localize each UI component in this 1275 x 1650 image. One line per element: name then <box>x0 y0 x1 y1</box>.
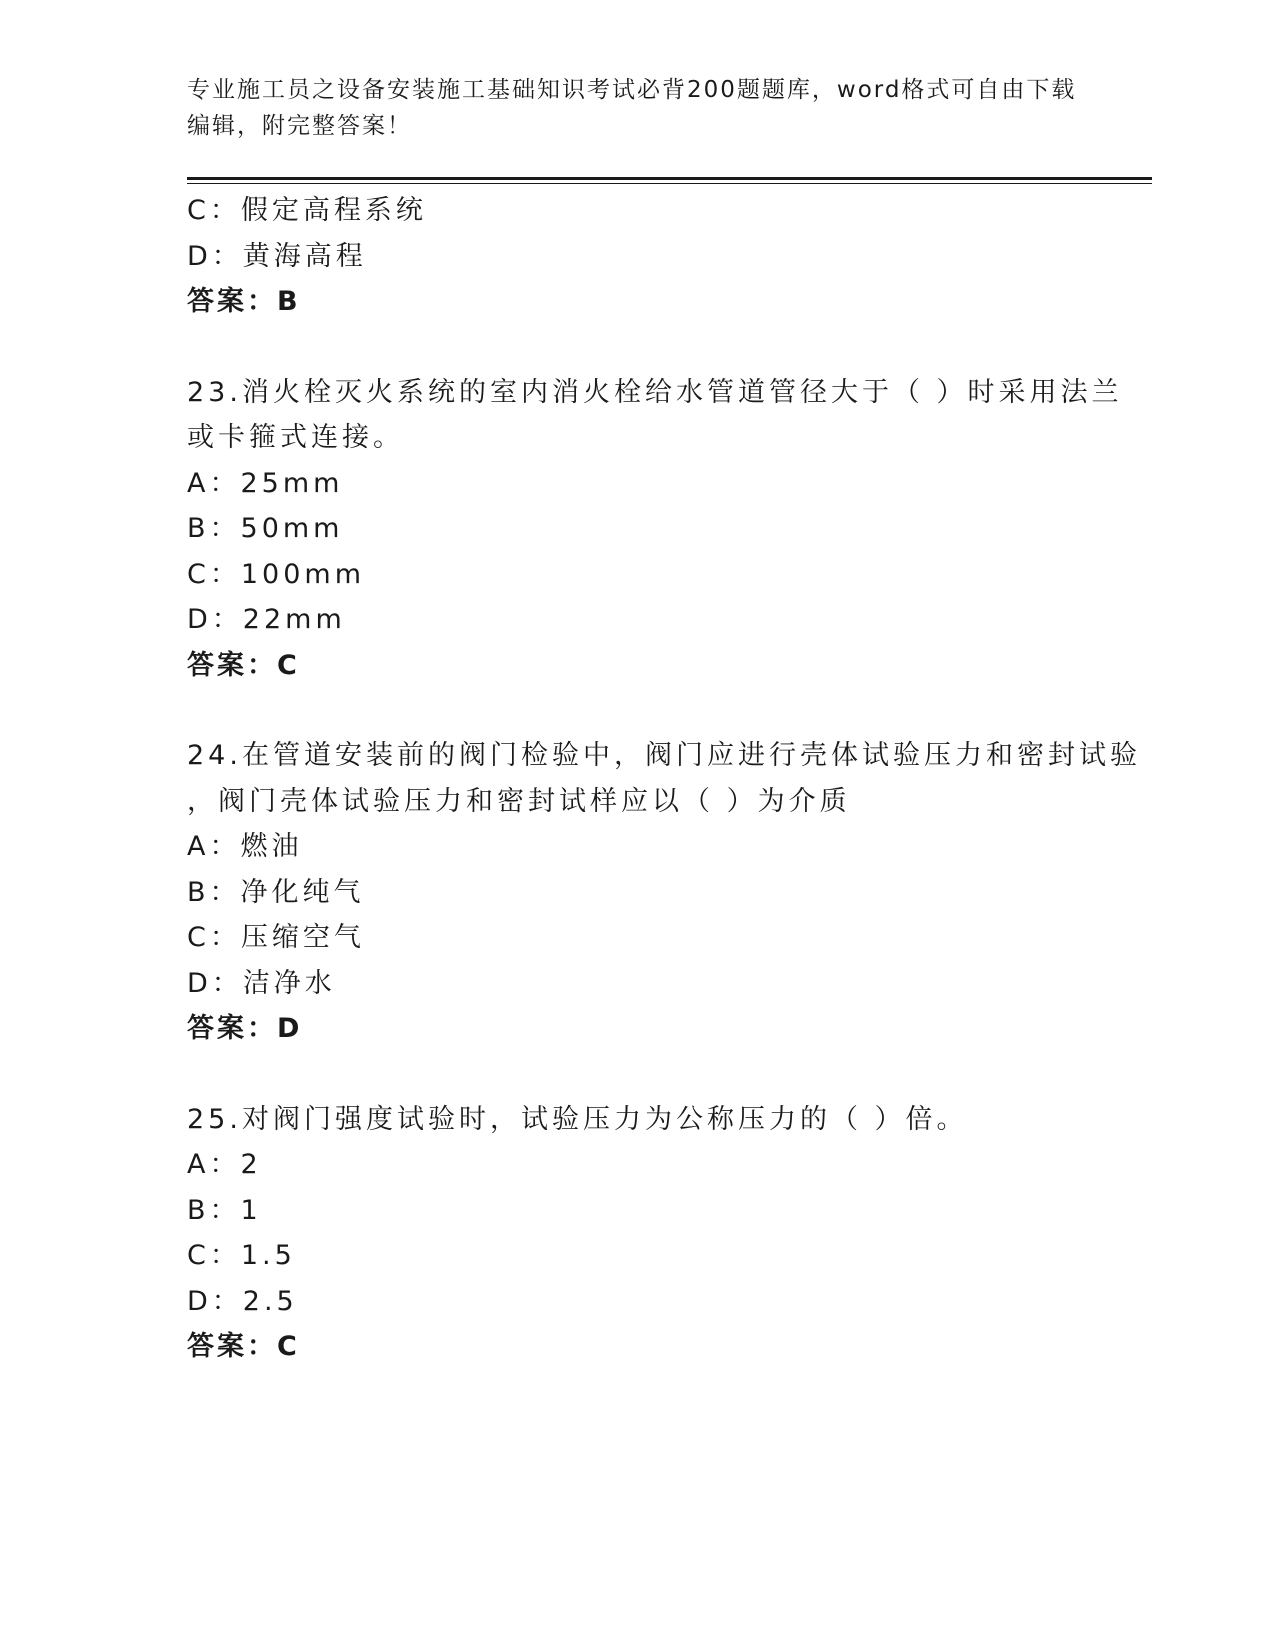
spacer <box>187 1052 1087 1097</box>
option-b: B：净化纯气 <box>187 876 365 908</box>
option-a: A：2 <box>187 1149 262 1180</box>
option-c: C：100mm <box>187 558 365 590</box>
option-b: B：50mm <box>187 513 344 544</box>
option-c: C：1.5 <box>187 1240 296 1271</box>
option-d: D：黄海高程 <box>187 240 367 272</box>
option-a: A：25mm <box>187 467 344 499</box>
option-d: D：22mm <box>187 604 346 635</box>
option-d: D：洁净水 <box>187 967 336 999</box>
header-rule-thin <box>187 183 1152 184</box>
header-line-2: 编辑，附完整答案！ <box>187 113 412 139</box>
question-stem-continued: 或卡箍式连接。 <box>187 422 404 453</box>
header-line-1: 专业施工员之设备安装施工基础知识考试必背200题题库，word格式可自由下载 <box>187 77 1077 103</box>
spacer <box>187 688 1087 733</box>
option-c: C：压缩空气 <box>187 922 365 953</box>
option-c: C：假定高程系统 <box>187 195 427 226</box>
previous-question-tail <box>187 188 1087 325</box>
answer: 答案：C <box>187 649 300 681</box>
option-b: B：1 <box>187 1194 262 1226</box>
option-a: A：燃油 <box>187 831 303 862</box>
answer: 答案：B <box>187 286 301 317</box>
spacer <box>187 325 1087 370</box>
question-stem: 23.消火栓灭火系统的室内消火栓给水管道管径大于（ ）时采用法兰 <box>187 376 1123 408</box>
header-rule-thick <box>187 177 1152 180</box>
question-stem-continued: ，阀门壳体试验压力和密封试样应以（ ）为介质 <box>187 785 851 817</box>
question-23 <box>187 370 1123 689</box>
question-list <box>187 188 1141 1370</box>
question-25 <box>187 1097 1087 1370</box>
question-stem: 25.对阀门强度试验时，试验压力为公称压力的（ ）倍。 <box>187 1103 968 1135</box>
question-24 <box>187 733 1141 1052</box>
option-d: D：2.5 <box>187 1285 298 1317</box>
question-stem: 24.在管道安装前的阀门检验中，阀门应进行壳体试验压力和密封试验 <box>187 740 1141 771</box>
answer: 答案：C <box>187 1331 300 1362</box>
document-header <box>187 72 1087 144</box>
answer: 答案：D <box>187 1013 303 1044</box>
